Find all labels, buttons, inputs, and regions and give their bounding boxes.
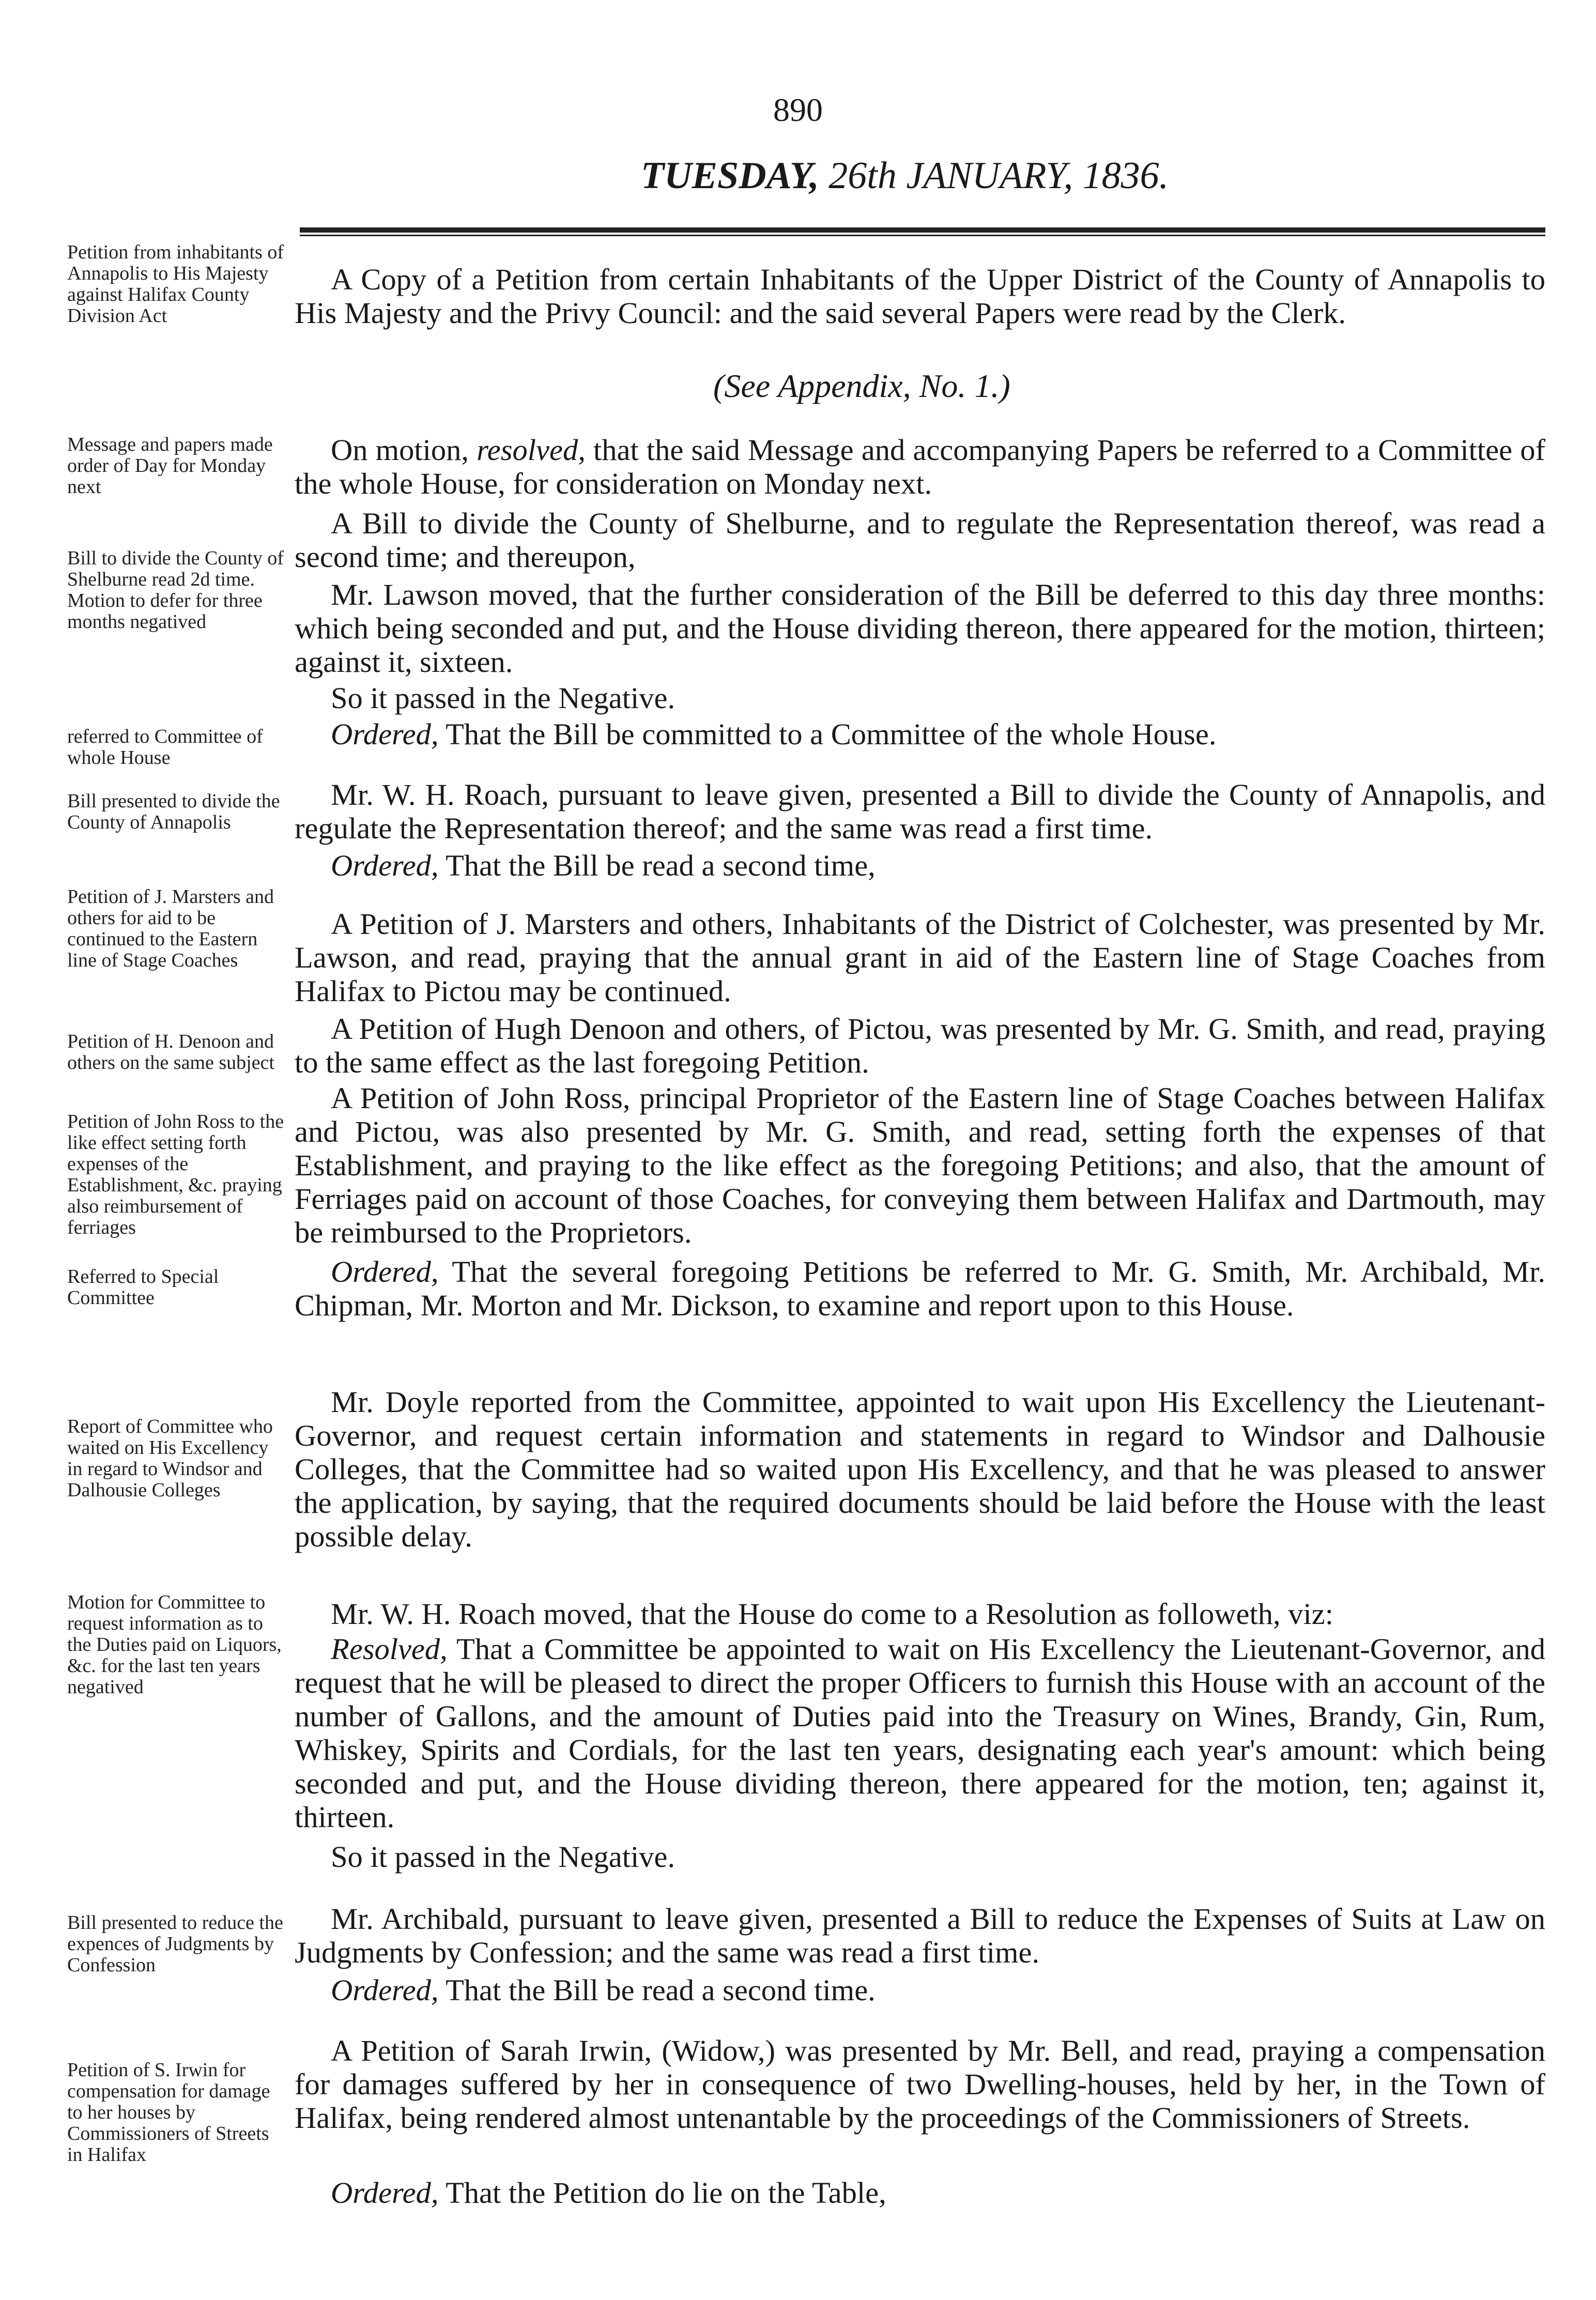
margin-note: Motion for Committee to request information as to the Duties paid on Liquors, &c. for the last ten years negatived: [67, 1591, 282, 1698]
margin-note: Petition of J. Marsters and others for aid to be continued to the Eastern line of Stage Coaches: [67, 886, 274, 971]
paragraph: Mr. W. H. Roach, pursuant to leave given, presented a Bill to divide the County of Annapolis, and regulate the Representation thereof; and the same was read a first time.: [295, 778, 1545, 845]
paragraph: A Petition of Hugh Denoon and others, of Pictou, was presented by Mr. G. Smith, and read, praying to the same effect as the last foregoing Petition.: [295, 1012, 1545, 1079]
header-rule: [300, 227, 1545, 236]
paragraph: Ordered, That the Petition do lie on the Table,: [331, 2176, 886, 2210]
paragraph: A Petition of John Ross, principal Proprietor of the Eastern line of Stage Coaches between Halifax and Pictou, was also presented by Mr. G. Smith, and read, setting forth the expenses of that Establishment, and praying to the like effect as the foregoing Petitions; and also, that the amount of Ferriages paid on account of those Coaches, for conveying them between Halifax and Dartmouth, may be reimbursed to the Proprietors.: [295, 1081, 1545, 1249]
paragraph: Ordered, That the Bill be read a second time.: [331, 1973, 876, 2007]
paragraph: Ordered, That the several foregoing Petitions be referred to Mr. G. Smith, Mr. Archibald, Mr. Chipman, Mr. Morton and Mr. Dickson, to examine and report upon to this House.: [295, 1255, 1545, 1322]
margin-note: Petition from inhabitants of Annapolis to His Majesty against Halifax County Division Act: [67, 241, 284, 327]
margin-note: Bill presented to reduce the expences of Judgments by Confession: [67, 1912, 283, 1976]
margin-note: Referred to Special Committee: [67, 1266, 219, 1309]
paragraph: A Petition of J. Marsters and others, Inhabitants of the District of Colchester, was presented by Mr. Lawson, and read, praying that the annual grant in aid of the Eastern line of Stage Coaches from Halifax to Pictou may be continued.: [295, 907, 1545, 1008]
paragraph: Mr. Lawson moved, that the further consideration of the Bill be deferred to this day three months: which being seconded and put, and the House dividing thereon, there appeared for the motion, thirteen; against it, sixteen.: [295, 578, 1545, 679]
date-day: TUESDAY,: [641, 155, 819, 197]
margin-note: referred to Committee of whole House: [67, 726, 263, 769]
see-appendix-note: (See Appendix, No. 1.): [713, 367, 1010, 404]
paragraph: On motion, resolved, that the said Message and accompanying Papers be referred to a Committee of the whole House, for consideration on Monday next.: [295, 433, 1545, 500]
margin-note: Message and papers made order of Day for Monday next: [67, 434, 273, 498]
paragraph: Mr. Doyle reported from the Committee, appointed to wait upon His Excellency the Lieutenant-Governor, and request certain information and statements in regard to Windsor and Dalhousie Colleges, that the Committee had so waited upon His Excellency, and that he was pleased to answer the application, by saying, that the required documents should be laid before the House with the least possible delay.: [295, 1385, 1545, 1553]
paragraph: So it passed in the Negative.: [331, 1840, 676, 1874]
margin-note: Petition of John Ross to the like effect setting forth expenses of the Establishment, &c. praying also reimbursement of ferriages: [67, 1111, 284, 1238]
margin-note: Petition of S. Irwin for compensation for damage to her houses by Commissioners of Streets in Halifax: [67, 2059, 270, 2166]
paragraph: Ordered, That the Bill be read a second time,: [331, 849, 876, 882]
page-number: 890: [773, 91, 823, 128]
margin-note: Bill to divide the County of Shelburne read 2d time. Motion to defer for three months negatived: [67, 547, 284, 633]
date-rest: 26th JANUARY, 1836.: [819, 155, 1169, 197]
paragraph: Mr. Archibald, pursuant to leave given, presented a Bill to reduce the Expenses of Suits at Law on Judgments by Confession; and the same was read a first time.: [295, 1902, 1545, 1969]
paragraph: So it passed in the Negative.: [331, 681, 676, 715]
margin-note: Bill presented to divide the County of Annapolis: [67, 790, 280, 833]
paragraph: A Bill to divide the County of Shelburne, and to regulate the Representation thereof, was read a second time; and thereupon,: [295, 507, 1545, 574]
margin-note: Petition of H. Denoon and others on the same subject: [67, 1031, 275, 1074]
date-heading: [641, 154, 1169, 198]
paragraph: Mr. W. H. Roach moved, that the House do come to a Resolution as followeth, viz:: [331, 1597, 1333, 1631]
margin-note: Report of Committee who waited on His Excellency in regard to Windsor and Dalhousie Colleges: [67, 1416, 273, 1501]
paragraph: Resolved, That a Committee be appointed to wait on His Excellency the Lieutenant-Governor, and request that he will be pleased to direct the proper Officers to furnish this House with an account of the number of Gallons, and the amount of Duties paid into the Treasury on Wines, Brandy, Gin, Rum, Whiskey, Spirits and Cordials, for the last ten years, designating each year's amount: which being seconded and put, and the House dividing thereon, there appeared for the motion, ten; against it, thirteen.: [295, 1632, 1545, 1834]
paragraph: Ordered, That the Bill be committed to a Committee of the whole House.: [331, 717, 1217, 751]
paragraph: A Petition of Sarah Irwin, (Widow,) was presented by Mr. Bell, and read, praying a compensation for damages suffered by her in consequence of two Dwelling-houses, held by her, in the Town of Halifax, being rendered almost untenantable by the proceedings of the Commissioners of Streets.: [295, 2034, 1545, 2135]
paragraph: A Copy of a Petition from certain Inhabitants of the Upper District of the County of Annapolis to His Majesty and the Privy Council: and the said several Papers were read by the Clerk.: [295, 263, 1545, 330]
